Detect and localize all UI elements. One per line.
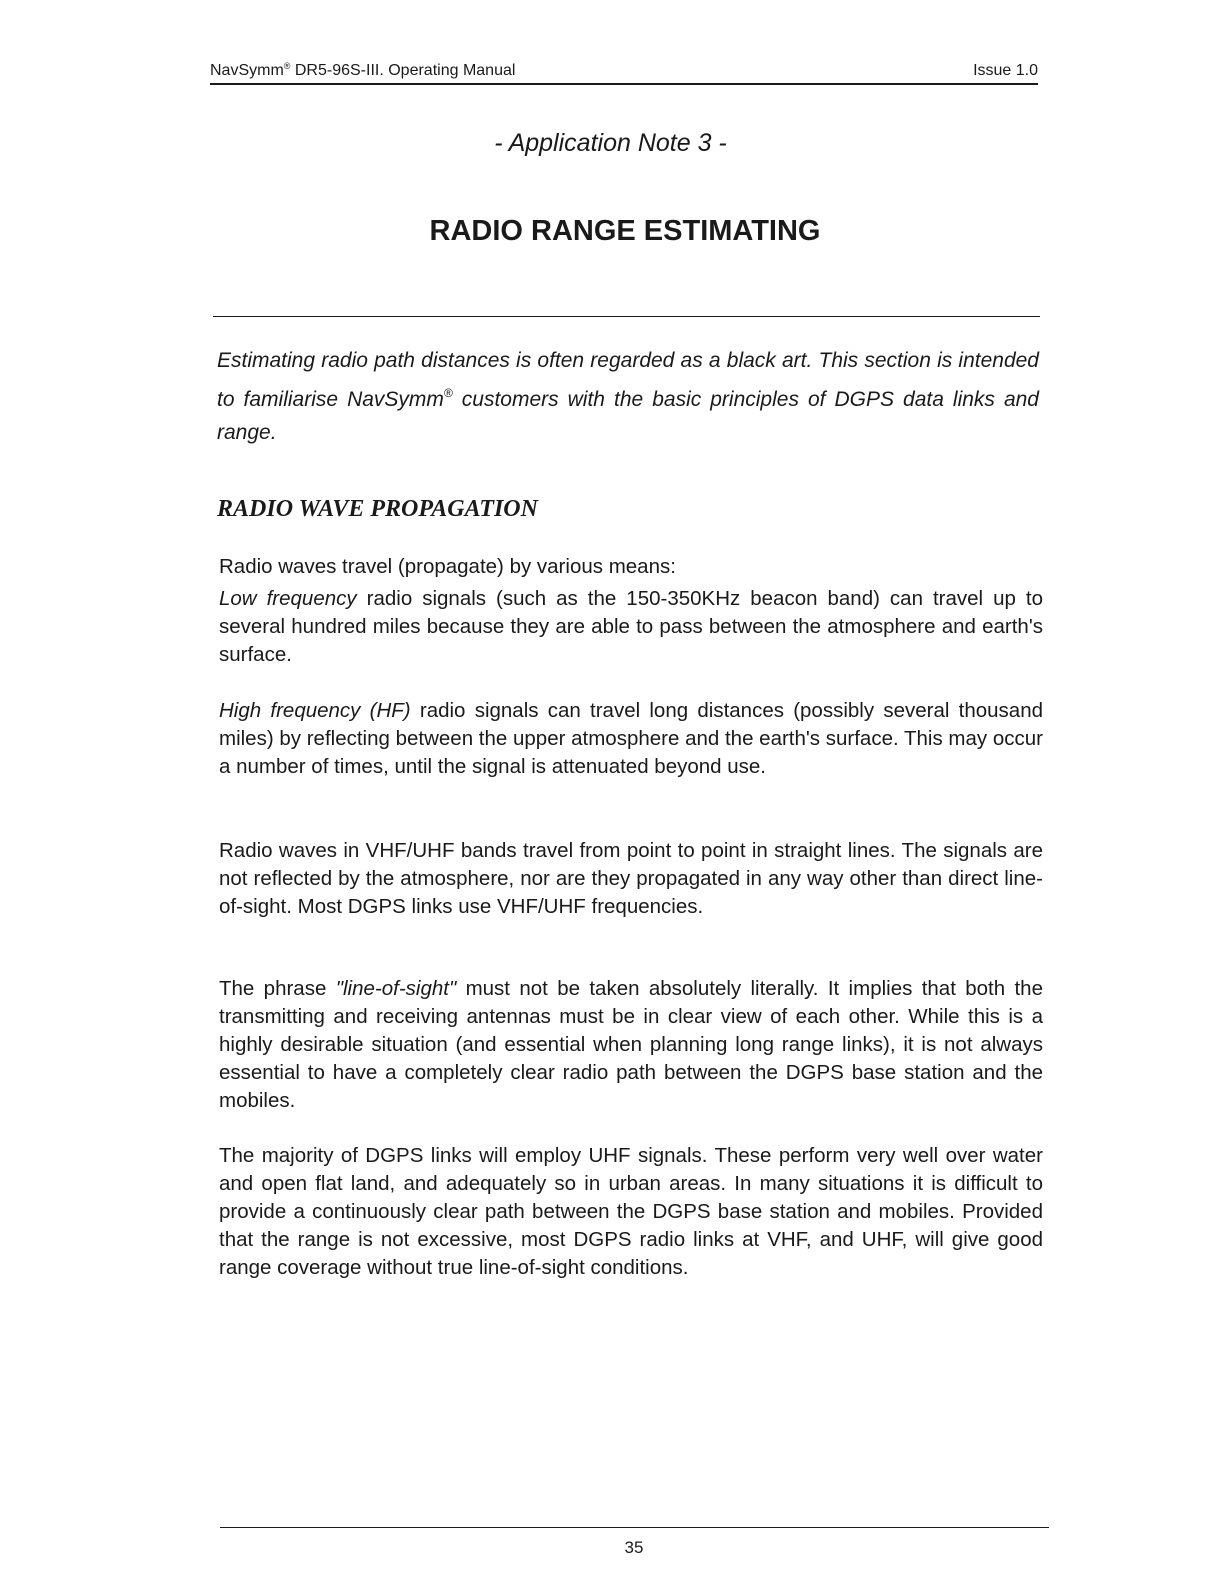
paragraph-high-frequency bbox=[219, 697, 1043, 781]
header-issue: Issue 1.0 bbox=[973, 62, 1038, 79]
paragraph-low-frequency-text: radio signals (such as the 150-350KHz beacon band) can travel up to several hundred miles because they are able to pass between the atmosphere and earth's surface. bbox=[219, 587, 1043, 666]
application-note-label: - Application Note 3 - bbox=[494, 129, 727, 157]
section-heading: RADIO WAVE PROPAGATION bbox=[217, 496, 538, 522]
paragraph-vhf-uhf: Radio waves in VHF/UHF bands travel from point to point in straight lines. The signals are not reflected by the atmosphere, nor are they propagated in any way other than direct line-of-sight. Most DGPS links use VHF/UHF frequencies. bbox=[219, 839, 1043, 918]
page-title: RADIO RANGE ESTIMATING bbox=[429, 215, 821, 247]
paragraph-high-frequency-text: radio signals can travel long distances (possibly several thousand miles) by reflecting between the upper atmosphere and the earth's surface. This may occur a number of times, until the signal is attenuated beyond use. bbox=[219, 699, 1043, 778]
term-low-frequency: Low frequency bbox=[219, 587, 357, 610]
intro-registered-mark: ® bbox=[443, 386, 453, 400]
footer-rule bbox=[220, 1527, 1049, 1528]
term-line-of-sight: "line-of-sight" bbox=[335, 977, 457, 1000]
header-manual-title bbox=[210, 56, 515, 81]
term-high-frequency: High frequency (HF) bbox=[219, 699, 411, 722]
paragraph-low-frequency bbox=[219, 585, 1043, 669]
header-product: NavSymm bbox=[210, 62, 284, 79]
paragraph-line-of-sight-text: must not be taken absolutely literally. It implies that both the transmitting and receiving antennas must be in clear view of each other. While this is a highly desirable situation (and essential when planning long range links), it is not always essential to have a completely clear radio path between the DGPS base station and the mobiles. bbox=[219, 977, 1043, 1112]
intro-text-1: Estimating radio path distances is often regarded as a black art. This section is intended to familiarise NavSymm bbox=[217, 349, 1039, 411]
page-number: 35 bbox=[624, 1538, 644, 1557]
registered-mark: ® bbox=[283, 61, 291, 71]
page-header bbox=[210, 56, 1038, 81]
paragraph-means: Radio waves travel (propagate) by various means: bbox=[219, 555, 676, 578]
intro-text-2: customers with the basic principles of DGPS data links and range. bbox=[217, 388, 1039, 444]
intro-paragraph bbox=[217, 344, 1039, 449]
title-rule bbox=[213, 316, 1040, 317]
header-model: DR5-96S-III. Operating Manual bbox=[294, 62, 516, 79]
header-rule bbox=[210, 83, 1038, 85]
paragraph-line-of-sight bbox=[219, 975, 1043, 1115]
paragraph-uhf-links: The majority of DGPS links will employ UHF signals. These perform very well over water and open flat land, and adequately so in urban areas. In many situations it is difficult to provide a continuously clear path between the DGPS base station and mobiles. Provided that the range is not excessive, most DGPS radio links at VHF, and UHF, will give good range coverage without true line-of-sight conditions. bbox=[219, 1144, 1043, 1279]
paragraph-line-of-sight-pre: The phrase bbox=[219, 977, 336, 1000]
